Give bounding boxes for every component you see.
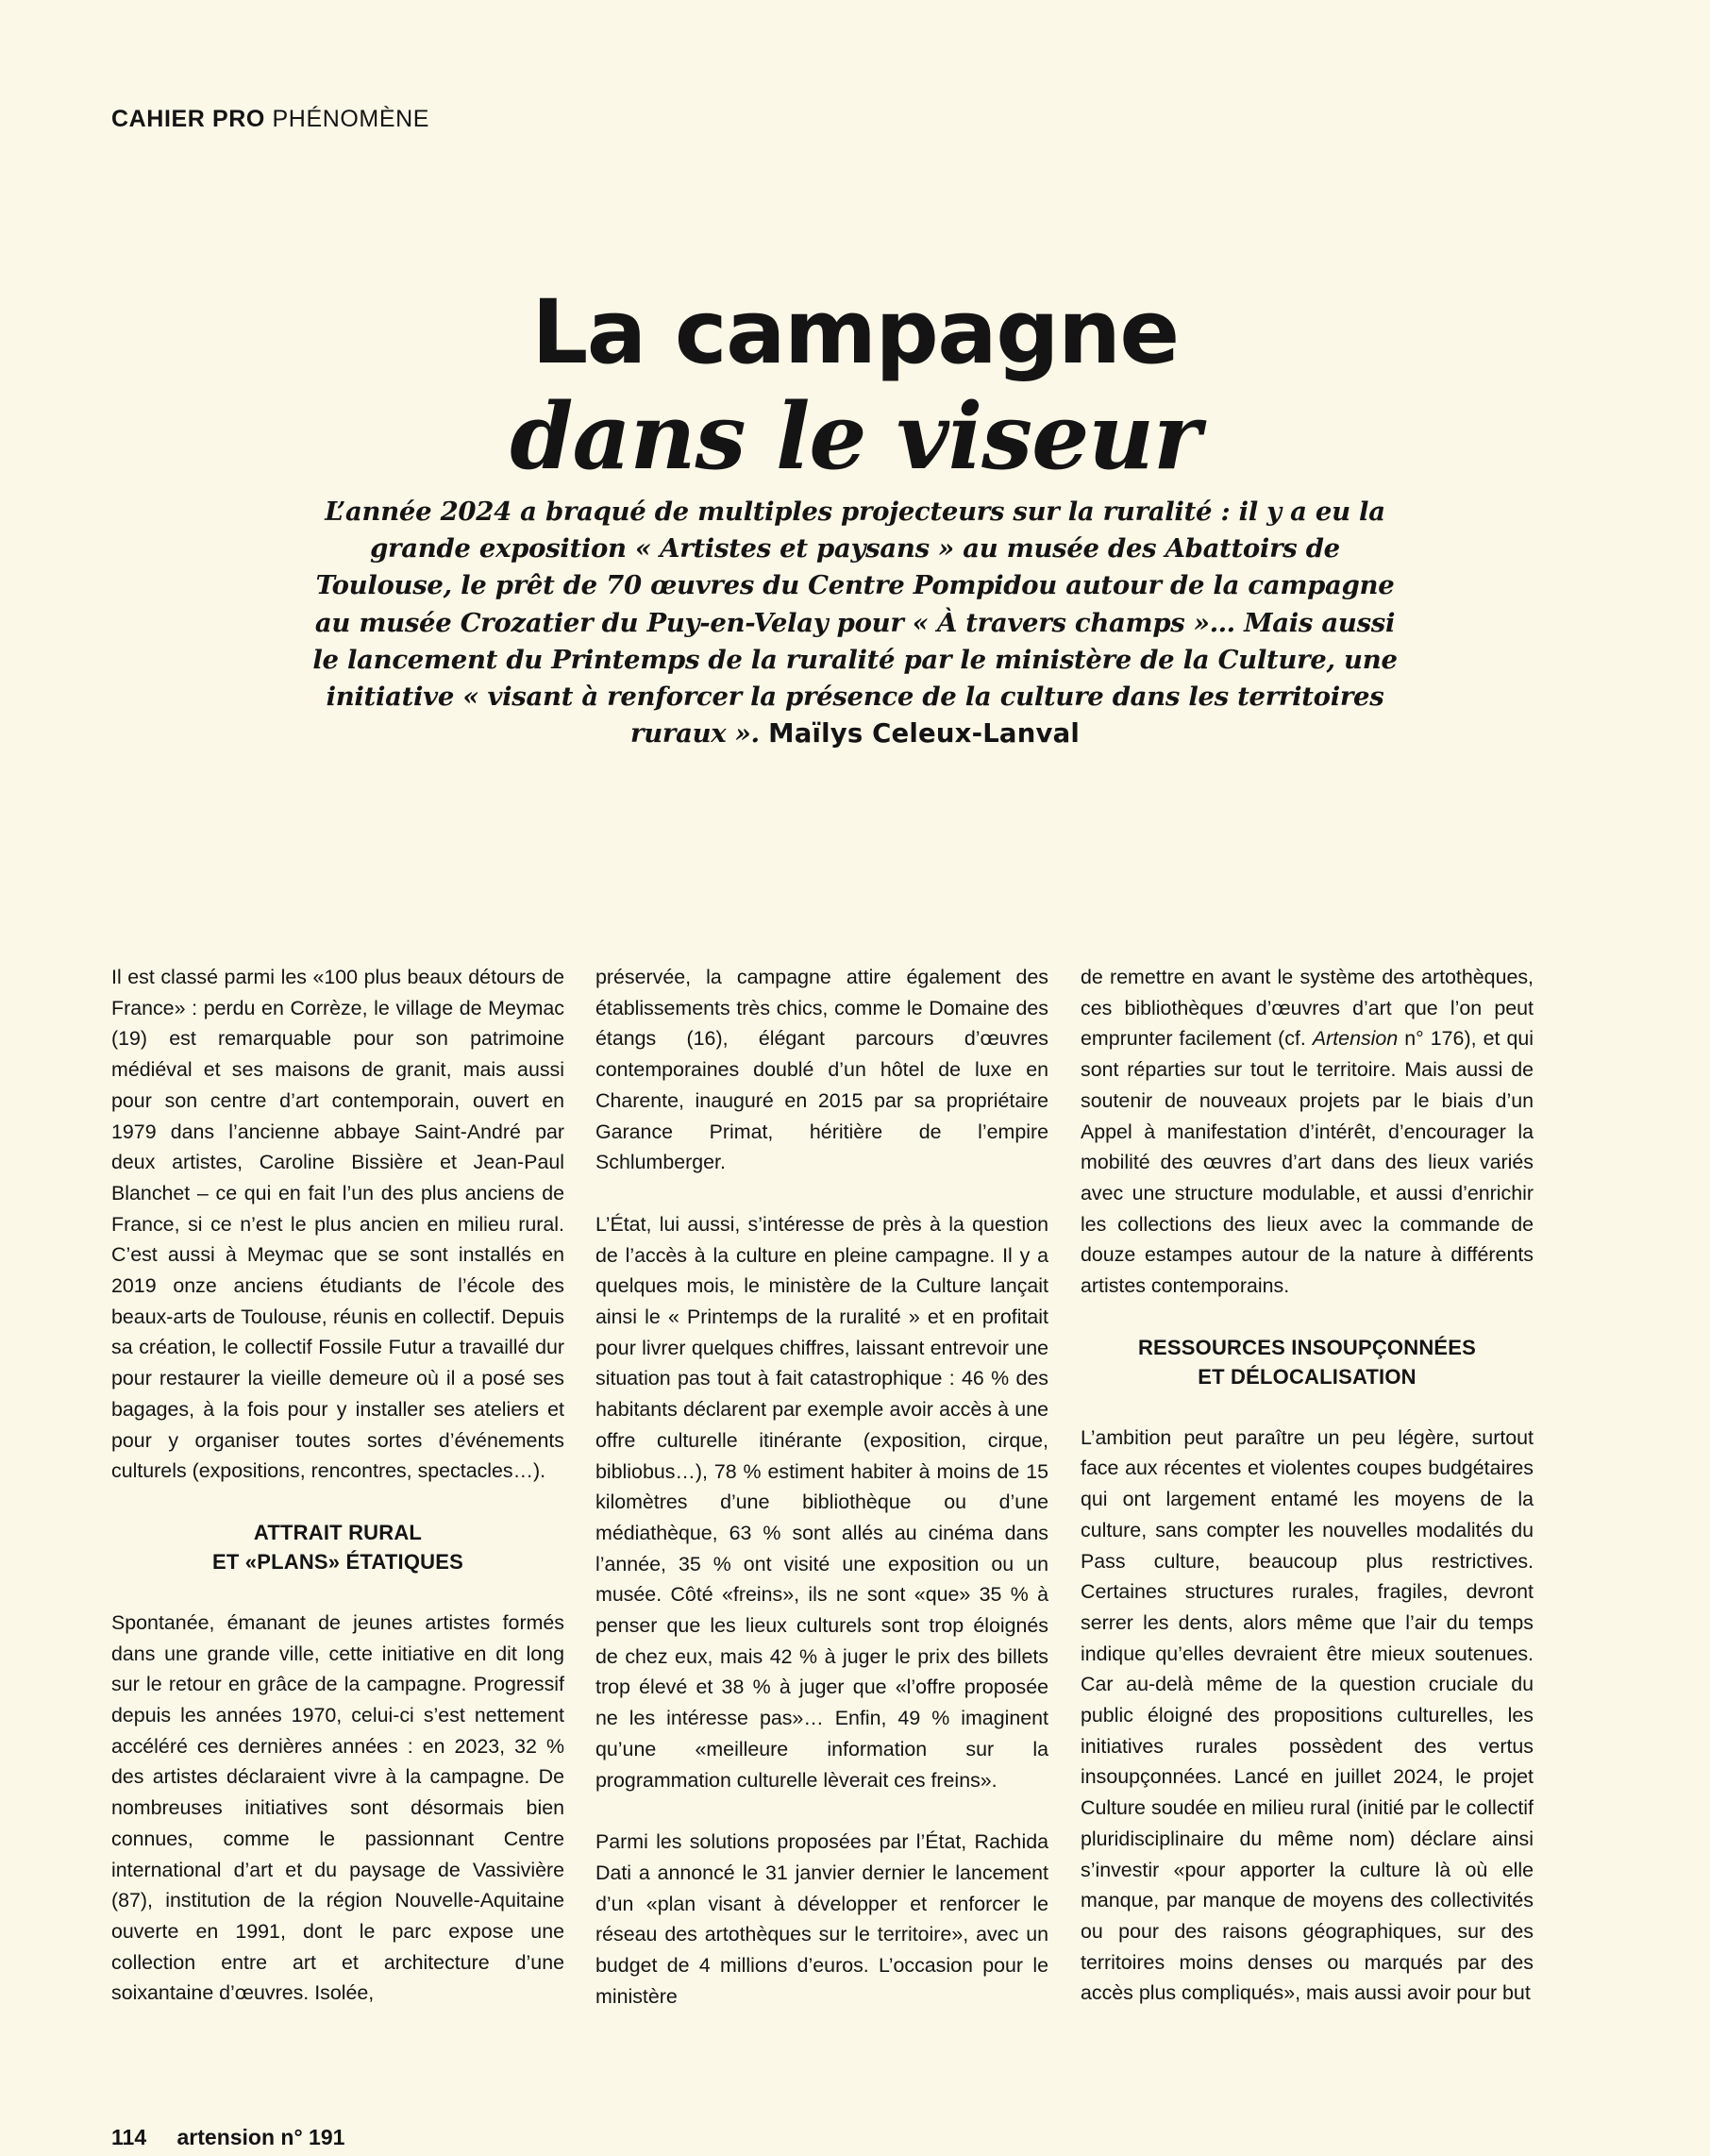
magazine-issue: artension n° 191 bbox=[176, 2125, 345, 2149]
page-number: 114 bbox=[111, 2125, 147, 2149]
section-rubric: PHÉNOMÈNE bbox=[272, 106, 430, 132]
section-label: CAHIER PRO bbox=[111, 106, 265, 132]
text-run: de remettre en avant le système des artothèques, ces bibliothèques d’œuvres d’art que l’on peut emprunter facilement (cf. bbox=[1081, 966, 1534, 1051]
paragraph: préservée, la campagne attire également des établissements très chics, comme le Domaine des étangs (16), élégant parcours d’œuvres contemporaines doublé d’un hôtel de luxe en Charente, inauguré en 2015 par sa propriétaire Garance Primat, héritière de l’empire Schlumberger. bbox=[595, 966, 1048, 1174]
magazine-name: Artension bbox=[1312, 1027, 1399, 1051]
paragraph: Il est classé parmi les «100 plus beaux détours de France» : perdu en Corrèze, le village de Meymac (19) est remarquable pour son patrimoine médiéval et ses maisons de granit, mais aussi pour son centre d’art contemporain, ouvert en 1979 dans l’ancienne abbaye Saint-André par deux artistes, Caroline Bissière et Jean-Paul Blanchet – ce qui en fait l’un des plus anciens de France, si ce n’est le plus ancien en milieu rural. C’est aussi à Meymac que se sont installés en 2019 onze anciens étudiants de l’école des beaux-arts de Toulouse, réunis en collectif. Depuis sa création, le collectif Fossile Futur a travaillé dur pour restaurer la vieille demeure où il a posé ses bagages, à la fois pour y installer ses ateliers et pour y organiser toutes sortes d’événements culturels (expositions, rencontres, spectacles…). bbox=[111, 966, 564, 1483]
subheading-ressources bbox=[1081, 1333, 1534, 1391]
text-column-1 bbox=[111, 962, 564, 2009]
text-column-3 bbox=[1081, 962, 1534, 2009]
subheading-attrait-rural bbox=[111, 1518, 564, 1576]
paragraph: L’ambition peut paraître un peu légère, surtout face aux récentes et violentes coupes budgétaires qui ont largement entamé les moyens de la culture, sans compter les nouvelles modalités du Pass culture, beaucoup plus restrictives. Certaines structures rurales, fragiles, devront serrer les dents, alors même que l’air du temps indique qu’elles devraient être mieux soutenues. Car au-delà même de la question cruciale du public éloigné des propositions culturelles, les initiatives rurales possèdent des vertus insoupçonnées. Lancé en juillet 2024, le projet Culture soudée en milieu rural (initié par le collectif pluridisciplinaire du même nom) déclare ainsi s’investir «pour apporter la culture là où elle manque, par manque de moyens des collectivités ou pour des raisons géographiques, sur des territoires moins denses ou marqués par des accès plus compliqués», mais aussi avoir pour but bbox=[1081, 1425, 1534, 2005]
article-title bbox=[0, 281, 1710, 489]
text-column-2 bbox=[595, 962, 1048, 2013]
paragraph: Parmi les solutions proposées par l’État, Rachida Dati a annoncé le 31 janvier dernier le lancement d’un «plan visant à développer et renforcer le réseau des artothèques sur le territoire», avec un budget de 4 millions d’euros. L’occasion pour le ministère bbox=[595, 1830, 1048, 2008]
paragraph: Spontanée, émanant de jeunes artistes formés dans une grande ville, cette initiative en dit long sur le retour en grâce de la campagne. Progressif depuis les années 1970, celui-ci s’est nettement accéléré ces dernières années : en 2023, 32 % des artistes déclaraient vivre à la campagne. De nombreuses initiatives sont désormais bien connues, comme le passionnant Centre international d’art et du paysage de Vassivière (87), institution de la région Nouvelle-Aquitaine ouverte en 1991, dont le parc expose une collection entre art et architecture d’une soixantaine d’œuvres. Isolée, bbox=[111, 1610, 564, 2005]
standfirst-text: L’année 2024 a braqué de multiples projecteurs sur la ruralité : il y a eu la grande exposition « Artistes et paysans » au musée des Abattoirs de Toulouse, le prêt de 70 œuvres du Centre Pompidou autour de la campagne au musée Crozatier du Puy-en-Velay pour « À travers champs »… Mais aussi le lancement du Printemps de la ruralité par le ministère de la Culture, une initiative « visant à renforcer la présence de la culture dans les territoires ruraux ». bbox=[312, 497, 1398, 750]
text-run: n° 176), et qui sont réparties sur tout le territoire. Mais aussi de soutenir de nouveaux projets par le biais d’un Appel à manifestation d’intérêt, d’encourager la mobilité des œuvres d’art dans des lieux variés avec une structure modulable, et aussi d’enrichir les collections des lieux avec la commande de douze estampes autour de la nature à différents artistes contemporains. bbox=[1081, 1027, 1534, 1298]
page-footer bbox=[111, 2125, 344, 2150]
subheading-line: ET DÉLOCALISATION bbox=[1198, 1364, 1417, 1389]
title-line-1: La campagne bbox=[531, 281, 1179, 384]
subheading-line: ET «PLANS» ÉTATIQUES bbox=[211, 1549, 463, 1574]
article-author: Maïlys Celeux-Lanval bbox=[768, 718, 1080, 750]
subheading-line: ATTRAIT RURAL bbox=[253, 1520, 423, 1544]
section-header bbox=[111, 106, 429, 133]
title-line-2: dans le viseur bbox=[510, 383, 1200, 490]
paragraph: L’État, lui aussi, s’intéresse de près à la question de l’accès à la culture en pleine campagne. Il y a quelques mois, le ministère de la Culture lançait ainsi le « Printemps de la ruralité » et en profitait pour livrer quelques chiffres, laissant entrevoir une situation pas tout à fait catastrophique : 46 % des habitants déclarent par exemple avoir accès à une offre culturelle itinérante (exposition, cirque, bibliobus…), 78 % estiment habiter à moins de 15 kilomètres d’une bibliothèque ou d’une médiathèque, 63 % sont allés au cinéma dans l’année, 35 % ont visité une exposition ou un musée. Côté «freins», ils ne sont «que» 35 % à penser que les lieux culturels sont trop éloignés de chez eux, mais 42 % à juger le prix des billets trop élevé et 38 % à juger que «l’offre proposée ne les intéresse pas»… Enfin, 49 % imaginent qu’une «meilleure information sur la programmation culturelle lèverait ces freins». bbox=[595, 1212, 1048, 1792]
subheading-line: RESSOURCES INSOUPÇONNÉES bbox=[1137, 1335, 1477, 1359]
paragraph bbox=[1081, 962, 1534, 1302]
article-standfirst bbox=[311, 494, 1399, 752]
